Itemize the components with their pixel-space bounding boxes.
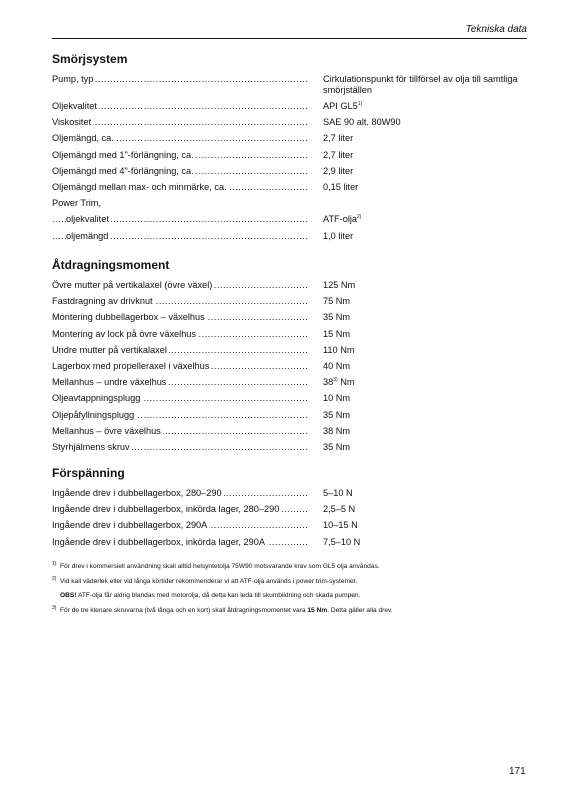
footnote-text: ATF-olja får aldrig blandas med motorolja, då detta kan leda till skumbildning och skada pumpen. <box>76 592 361 599</box>
spec-value: 35 Nm <box>323 441 351 452</box>
spec-row <box>52 71 532 98</box>
lubrication-section <box>52 52 532 244</box>
footnote-text-end: . Detta gäller alla drev. <box>327 606 393 614</box>
spec-label: oljemängd <box>66 230 109 241</box>
spec-label: Oljemängd mellan max- och minmärke, ca. <box>52 181 227 192</box>
spec-row <box>52 326 532 342</box>
spec-value: 75 Nm <box>323 296 351 307</box>
spec-value: 5–10 N <box>323 488 353 498</box>
spec-row <box>52 179 532 195</box>
spec-row <box>52 534 532 550</box>
spec-label: Oljemängd med 1"-förlängning, ca. <box>52 149 194 160</box>
header-rule <box>52 38 527 39</box>
spec-label: Oljeavtappningsplugg <box>52 393 141 404</box>
spec-row <box>52 517 532 533</box>
footnote-text: För de tre klenare skruvarna (två långa och en kort) skall åtdragningsmomentet vara <box>60 606 308 614</box>
spec-row <box>52 277 532 293</box>
spec-value: 2,5–5 N <box>323 504 356 515</box>
spec-label: Oljemängd med 4"-förlängning, ca. <box>52 165 194 176</box>
spec-row <box>52 114 532 130</box>
spec-label: Ingående drev i dubbellagerbox, inkörda lager, 290A <box>52 536 265 547</box>
spec-value: 15 Nm <box>323 328 351 339</box>
footnote-emphasis: 15 Nm <box>307 606 328 614</box>
spec-label: Ingående drev i dubbellagerbox, inkörda lager, 280–290 <box>52 504 280 515</box>
spec-row <box>52 485 532 501</box>
spec-label: Oljemängd, ca. <box>52 133 114 144</box>
spec-row <box>52 293 532 309</box>
footnote <box>52 577 532 592</box>
spec-unit: Nm <box>337 377 355 388</box>
spec-value: API GL5 <box>323 101 358 111</box>
spec-label: Montering av lock på övre växelhus <box>52 328 197 339</box>
spec-value: 7,5–10 N <box>323 536 361 547</box>
footnote-warning-label: OBS! <box>60 592 77 599</box>
spec-row <box>52 195 532 211</box>
spec-value: 2,7 liter <box>323 133 354 144</box>
spec-value: 10–15 N <box>323 520 358 531</box>
spec-label: Montering dubbellagerbox – växelhus <box>52 312 205 323</box>
footnote-text: Vid kall väderlek eller vid långa körtider rekommenderar vi att ATF-olja används i power trim-systemet. <box>60 577 358 585</box>
footnote-ref: 3) <box>333 377 338 384</box>
spec-value: 2,7 liter <box>323 149 354 160</box>
spec-value: Cirkulationspunkt för tillförsel av olja till samtliga smörjställen <box>323 74 518 95</box>
spec-row <box>52 390 532 406</box>
spec-label: oljekvalitet <box>66 214 109 225</box>
spec-label: Övre mutter på vertikalaxel (övre växel) <box>52 280 213 290</box>
spec-value: 38 <box>323 377 334 388</box>
spec-row <box>52 98 532 114</box>
section-heading: Förspänning <box>52 466 125 480</box>
spec-label: Oljekvalitet <box>52 101 97 111</box>
spec-value: 35 Nm <box>323 409 351 420</box>
footnote-ref: 1) <box>357 100 363 107</box>
spec-row <box>52 130 532 146</box>
footnote <box>52 562 532 577</box>
spec-value: 40 Nm <box>323 360 351 371</box>
footnote-ref: 2) <box>357 214 362 221</box>
page-header-title: Tekniska data <box>465 24 527 35</box>
footnote <box>52 591 532 606</box>
spec-value: 38 Nm <box>323 425 351 436</box>
spec-value: 35 Nm <box>323 312 351 323</box>
footnote-number: 1) <box>52 561 57 567</box>
section-heading: Smörjsystem <box>52 52 128 66</box>
spec-value: ATF-olja <box>323 214 358 225</box>
section-heading: Åtdragningsmoment <box>52 258 170 272</box>
spec-value: SAE 90 alt. 80W90 <box>323 117 401 128</box>
spec-row <box>52 211 532 227</box>
spec-row <box>52 163 532 179</box>
spec-label: Ingående drev i dubbellagerbox, 280–290 <box>52 488 222 498</box>
spec-row <box>52 342 532 358</box>
spec-value: 1,0 liter <box>323 230 354 241</box>
spec-value: 2,9 liter <box>323 165 354 176</box>
spec-row <box>52 501 532 517</box>
spec-label: Oljepåfyllningsplugg <box>52 409 135 420</box>
spec-value: 125 Nm <box>323 280 356 290</box>
footnote-number: 2) <box>52 575 57 582</box>
spec-label: Lagerbox med propelleraxel i växelhus <box>52 360 210 371</box>
spec-row <box>52 228 532 244</box>
spec-label: Mellanhus – övre växelhus <box>52 425 161 436</box>
spec-label: Fastdragning av drivknut <box>52 296 153 307</box>
spec-row <box>52 358 532 374</box>
spec-label: Ingående drev i dubbellagerbox, 290A <box>52 520 208 531</box>
spec-label: Styrhjälmens skruv <box>52 441 130 452</box>
spec-row <box>52 147 532 163</box>
spec-label: Pump, typ <box>52 74 94 84</box>
page-number: 171 <box>509 766 526 777</box>
preload-section <box>52 466 532 550</box>
footnote <box>52 606 532 621</box>
power-trim-label: Power Trim, <box>52 198 102 209</box>
spec-value: 110 Nm <box>323 344 355 355</box>
spec-row <box>52 423 532 439</box>
spec-label: Undre mutter på vertikalaxel <box>52 344 167 355</box>
footnotes <box>52 562 532 620</box>
footnote-number: 3) <box>52 604 57 611</box>
torque-section <box>52 258 532 455</box>
spec-value: 10 Nm <box>323 393 351 404</box>
spec-row <box>52 407 532 423</box>
spec-label: Mellanhus – undre växelhus <box>52 377 167 388</box>
spec-label: Viskositet <box>52 117 92 128</box>
footnote-text: För drev i kommersiell användning skall alltid helsyntetolja 75W90 motsvarande krav som GL5 olja användas. <box>60 563 380 570</box>
spec-value: 0,15 liter <box>323 181 359 192</box>
spec-row <box>52 374 532 390</box>
spec-row <box>52 309 532 325</box>
spec-row <box>52 439 532 455</box>
